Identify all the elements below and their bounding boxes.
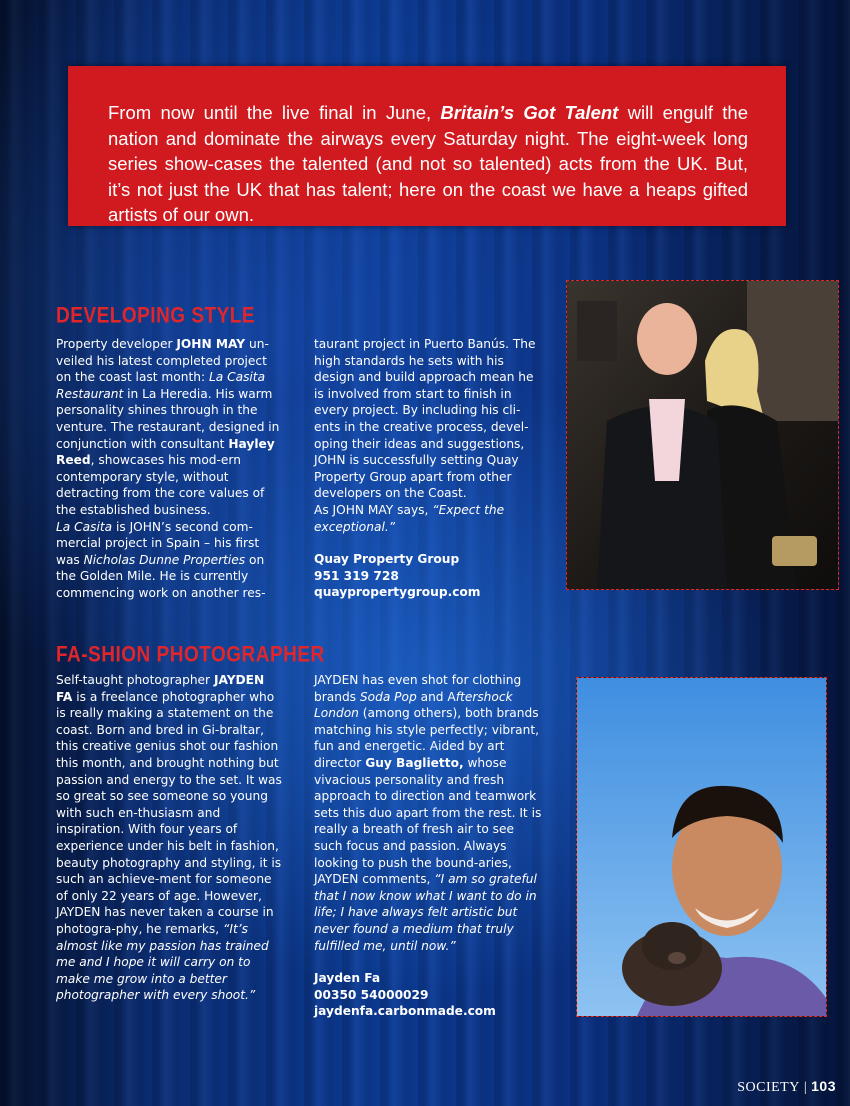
contact-block	[314, 551, 542, 601]
section1-col1-paragraph-2	[56, 519, 282, 602]
contact-block	[314, 970, 544, 1020]
name-guy-baglietto: Guy Baglietto,	[365, 755, 464, 770]
text-run: un-veiled his latest completed project on the coast last month:	[56, 337, 269, 385]
section2-column-2	[314, 672, 544, 1020]
section1-col2-paragraph: taurant project in Puerto Banús. The high standards he sets with his design and build approach mean he is involved from start to finish in every project. By including his cli-ents in the creative process, devel-oping their ideas and suggestions, JOHN is successfully setting Quay Property Group apart from other developers on the Coast.	[314, 337, 536, 501]
section2-column-1	[56, 672, 282, 1004]
page-footer	[737, 1078, 836, 1096]
footer-separator: |	[803, 1080, 808, 1095]
text-run: Self-taught photographer	[56, 673, 214, 687]
quote: “I am so grateful that I now know what I want to do in life; I have always felt artistic but never found a medium that truly fulfilled me, until now.”	[314, 872, 537, 953]
section2-col2-paragraph	[314, 672, 544, 954]
text-run: on the Golden Mile. He is currently commencing work on another res-	[56, 552, 266, 600]
contact-website: jaydenfa.carbonmade.com	[314, 1004, 496, 1019]
text-run: , showcases his mod-ern contemporary style, without detracting from the core values of the established business.	[56, 453, 265, 517]
section-heading-developing-style: DEVELOPING STYLE	[56, 304, 256, 329]
section1-column-1	[56, 336, 282, 602]
page-number: 103	[811, 1078, 836, 1094]
company-name: Nicholas Dunne Properties	[83, 552, 246, 567]
contact-website: quaypropertygroup.com	[314, 585, 481, 600]
section1-col1-paragraph	[56, 336, 282, 519]
text-run: is a freelance photographer who is really making a statement on the coast. Born and bred in Gi-braltar, this creative genius shot our fashion this month, and brought nothing but passion and energy to the set. It was so great so see someone so young with such en-thusiasm and inspiration. With four years of experience under his belt in fashion, beauty photography and styling, it is such an achieve-ment for someone of only 22 years of age. However, JAYDEN has never taken a course in photogra-phy, he remarks,	[56, 689, 282, 936]
text-run: As JOHN MAY says,	[314, 502, 433, 517]
intro-paragraph	[108, 100, 748, 228]
contact-phone: 951 319 728	[314, 568, 399, 583]
section-heading-fashion-photographer: FA-SHION PHOTOGRAPHER	[56, 643, 325, 668]
photo-jayden-fa	[576, 677, 827, 1017]
text-run: and A	[416, 689, 456, 704]
intro-text-end: will engulf the nation and dominate the airways every Saturday night. The eight-week long series show-cases the talented (and not so talented) acts from the UK. But, it’s not just the UK that has talent; here on the coast we have a heaps gifted artists of our own.	[108, 102, 749, 225]
section1-col2-quote-line	[314, 502, 542, 535]
couple-photo-illustration	[567, 281, 838, 589]
restaurant-name: La Casita	[56, 519, 113, 534]
photo-john-may-couple	[566, 280, 839, 590]
brand-name: ftershock London	[314, 689, 513, 721]
text-run: JAYDEN has even shot for clothing brands	[314, 673, 522, 704]
text-run: Property developer	[56, 337, 177, 351]
magazine-name: SOCIETY	[737, 1080, 800, 1095]
contact-phone: 00350 54000029	[314, 987, 429, 1002]
text-run: (among others), both brands matching his style perfectly; vibrant, fun and energetic. Aided by art director	[314, 706, 539, 770]
contact-name: Quay Property Group	[314, 552, 460, 567]
name-john-may: JOHN MAY	[176, 337, 246, 351]
section1-column-2	[314, 336, 542, 601]
name-jayden-fa: JAYDEN FA	[56, 673, 265, 704]
text-run: in La Heredia. His warm personality shines through in the venture. The restaurant, designed in conjunction with consultant	[56, 386, 280, 451]
intro-show-name: Britain’s Got Talent	[440, 102, 619, 123]
quote: “It’s almost like my passion has trained me and I hope it will carry on to make me grow into a better photographer with every shoot.”	[56, 921, 269, 1003]
intro-text-start: From now until the live final in June,	[108, 102, 432, 123]
text-run: is JOHN’s second com-mercial project in Spain – his first was	[56, 519, 260, 567]
contact-name: Jayden Fa	[314, 971, 381, 986]
intro-box	[68, 66, 786, 226]
restaurant-name: La Casita Restaurant	[56, 370, 266, 401]
text-run: whose vivacious personality and fresh approach to direction and teamwork sets this duo apart from the rest. It is really a breath of fresh air to see such focus and passion. Always looking to push the bound-aries, JAYDEN comments,	[314, 755, 542, 887]
jayden-photo-illustration	[577, 678, 826, 1016]
name-hayley-reed: Hayley Reed	[56, 436, 275, 468]
brand-name: Soda Pop	[359, 689, 417, 704]
section2-col1-paragraph	[56, 672, 282, 1004]
quote: “Expect the exceptional.”	[314, 502, 505, 534]
